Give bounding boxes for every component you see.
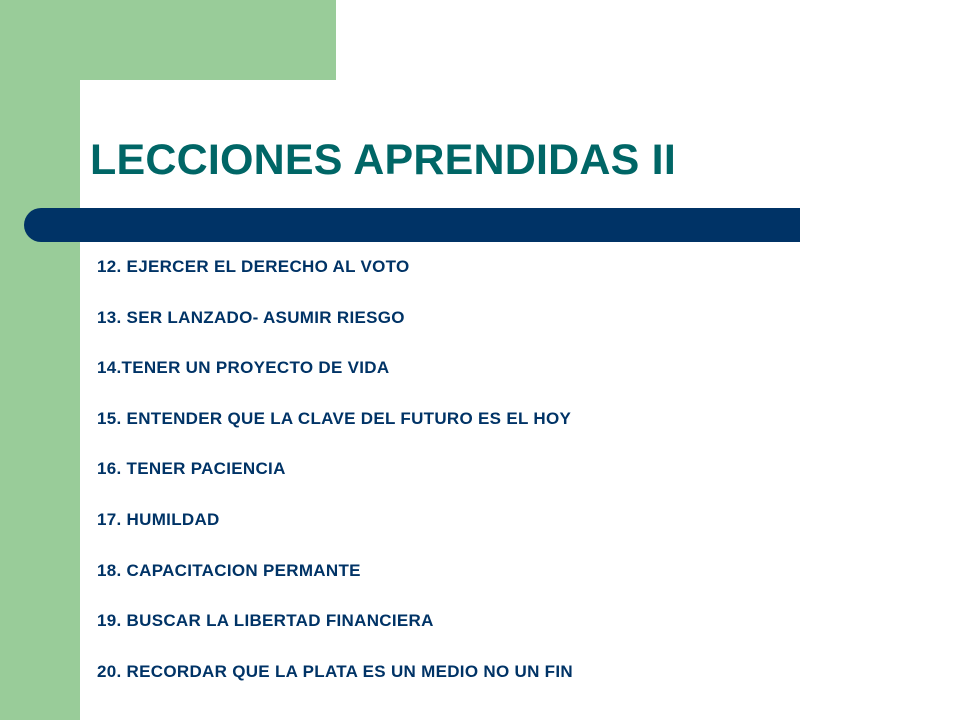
list-item: 15. ENTENDER QUE LA CLAVE DEL FUTURO ES EL HOY (97, 408, 572, 428)
list-item: 17. HUMILDAD (97, 509, 220, 529)
list-item: 19. BUSCAR LA LIBERTAD FINANCIERA (97, 611, 434, 631)
list-item: 16. TENER PACIENCIA (97, 459, 286, 479)
list-item: 18. CAPACITACION PERMANTE (97, 560, 361, 580)
list-item: 12. EJERCER EL DERECHO AL VOTO (97, 257, 410, 276)
green-top-block (0, 0, 336, 80)
lessons-list (97, 256, 573, 711)
list-item: 14.TENER UN PROYECTO DE VIDA (97, 358, 390, 378)
slide-title: LECCIONES APRENDIDAS II (90, 136, 676, 184)
list-item: 20. RECORDAR QUE LA PLATA ES UN MEDIO NO UN FIN (97, 661, 573, 681)
green-sidebar-band (0, 0, 80, 720)
list-item: 13. SER LANZADO- ASUMIR RIESGO (97, 307, 405, 327)
title-underline-bar (24, 208, 800, 242)
